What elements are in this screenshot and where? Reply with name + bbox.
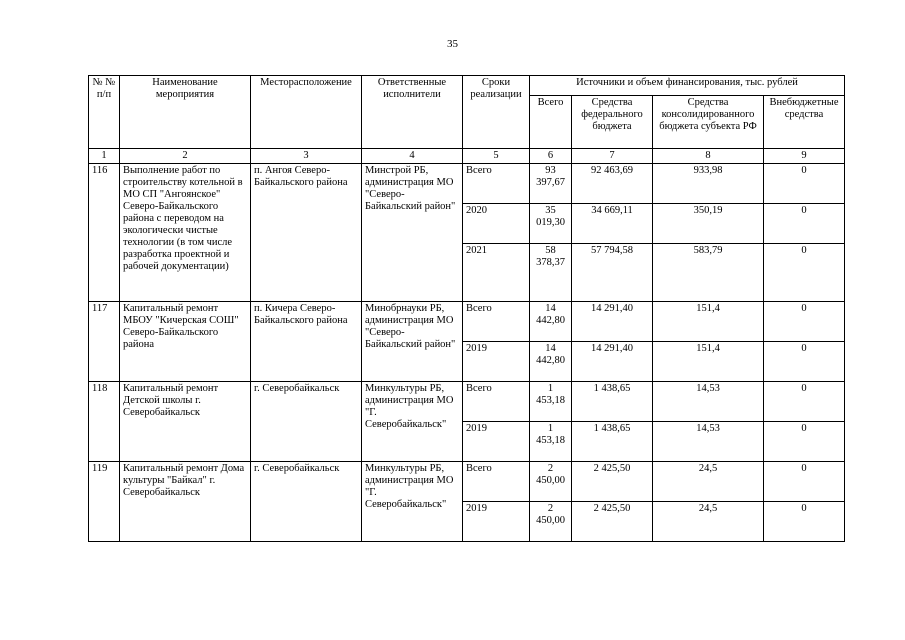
column-number-row <box>89 149 845 164</box>
total-amount: 14 442,80 <box>530 302 572 342</box>
extrabudget-amount: 0 <box>764 244 845 302</box>
total-amount: 1 453,18 <box>530 422 572 462</box>
term: 2019 <box>463 422 530 462</box>
consolidated-amount: 350,19 <box>653 204 764 244</box>
total-amount: 35 019,30 <box>530 204 572 244</box>
measure-name: Капитальный ремонт Дома культуры "Байкал" г. Северобайкальск <box>120 462 251 542</box>
total-amount: 1 453,18 <box>530 382 572 422</box>
column-number: 4 <box>362 149 463 164</box>
table-row <box>89 462 845 502</box>
term: 2019 <box>463 502 530 542</box>
column-number: 5 <box>463 149 530 164</box>
row-number: 119 <box>89 462 120 542</box>
term: Всего <box>463 462 530 502</box>
consolidated-amount: 24,5 <box>653 462 764 502</box>
header-row <box>89 76 845 96</box>
term: Всего <box>463 164 530 204</box>
federal-amount: 1 438,65 <box>572 422 653 462</box>
table-row <box>89 164 845 204</box>
header-funding-group: Источники и объем финансирования, тыс. рублей <box>530 76 845 96</box>
row-number: 116 <box>89 164 120 302</box>
header-name: Наименование мероприятия <box>120 76 251 149</box>
financing-table <box>88 75 845 542</box>
extrabudget-amount: 0 <box>764 204 845 244</box>
table-row <box>89 302 845 342</box>
consolidated-amount: 933,98 <box>653 164 764 204</box>
federal-amount: 2 425,50 <box>572 502 653 542</box>
consolidated-amount: 583,79 <box>653 244 764 302</box>
extrabudget-amount: 0 <box>764 382 845 422</box>
row-number: 118 <box>89 382 120 462</box>
extrabudget-amount: 0 <box>764 502 845 542</box>
header-terms: Сроки реализации <box>463 76 530 149</box>
term: 2019 <box>463 342 530 382</box>
location: п. Кичера Северо-Байкальского района <box>251 302 362 382</box>
federal-amount: 1 438,65 <box>572 382 653 422</box>
page-number: 35 <box>447 38 458 50</box>
location: п. Ангоя Северо-Байкальского района <box>251 164 362 302</box>
federal-amount: 92 463,69 <box>572 164 653 204</box>
responsible: Минстрой РБ, администрация МО "Северо-Байкальский район" <box>362 164 463 302</box>
term: Всего <box>463 382 530 422</box>
extrabudget-amount: 0 <box>764 342 845 382</box>
extrabudget-amount: 0 <box>764 302 845 342</box>
total-amount: 2 450,00 <box>530 462 572 502</box>
responsible: Минкультуры РБ, администрация МО "Г. Северобайкальск" <box>362 462 463 542</box>
responsible: Минобрнауки РБ, администрация МО "Северо-Байкальский район" <box>362 302 463 382</box>
term: Всего <box>463 302 530 342</box>
federal-amount: 2 425,50 <box>572 462 653 502</box>
measure-name: Капитальный ремонт МБОУ "Кичерская СОШ" Северо-Байкальского района <box>120 302 251 382</box>
term: 2021 <box>463 244 530 302</box>
consolidated-amount: 151,4 <box>653 302 764 342</box>
term: 2020 <box>463 204 530 244</box>
column-number: 8 <box>653 149 764 164</box>
column-number: 7 <box>572 149 653 164</box>
federal-amount: 14 291,40 <box>572 302 653 342</box>
header-total: Всего <box>530 96 572 149</box>
header-responsible: Ответственные исполнители <box>362 76 463 149</box>
column-number: 6 <box>530 149 572 164</box>
total-amount: 58 378,37 <box>530 244 572 302</box>
location: г. Северобайкальск <box>251 462 362 542</box>
header-extrabudget: Внебюджетные средства <box>764 96 845 149</box>
total-amount: 2 450,00 <box>530 502 572 542</box>
measure-name: Капитальный ремонт Детской школы г. Северобайкальск <box>120 382 251 462</box>
extrabudget-amount: 0 <box>764 462 845 502</box>
header-consolidated: Средства консолидированного бюджета субъекта РФ <box>653 96 764 149</box>
consolidated-amount: 14,53 <box>653 422 764 462</box>
federal-amount: 14 291,40 <box>572 342 653 382</box>
measure-name: Выполнение работ по строительству котельной в МО СП "Ангоянское" Северо-Байкальского района с переводом на экологически чистые технологии (в том числе разработка проектной и рабочей документации) <box>120 164 251 302</box>
extrabudget-amount: 0 <box>764 422 845 462</box>
location: г. Северобайкальск <box>251 382 362 462</box>
row-number: 117 <box>89 302 120 382</box>
header-no: № № п/п <box>89 76 120 149</box>
header-location: Месторасположение <box>251 76 362 149</box>
column-number: 1 <box>89 149 120 164</box>
column-number: 2 <box>120 149 251 164</box>
table-row <box>89 382 845 422</box>
federal-amount: 34 669,11 <box>572 204 653 244</box>
federal-amount: 57 794,58 <box>572 244 653 302</box>
extrabudget-amount: 0 <box>764 164 845 204</box>
table-body <box>89 76 845 542</box>
consolidated-amount: 24,5 <box>653 502 764 542</box>
total-amount: 93 397,67 <box>530 164 572 204</box>
column-number: 9 <box>764 149 845 164</box>
total-amount: 14 442,80 <box>530 342 572 382</box>
header-federal: Средства федерального бюджета <box>572 96 653 149</box>
responsible: Минкультуры РБ, администрация МО "Г. Северобайкальск" <box>362 382 463 462</box>
consolidated-amount: 151,4 <box>653 342 764 382</box>
consolidated-amount: 14,53 <box>653 382 764 422</box>
column-number: 3 <box>251 149 362 164</box>
